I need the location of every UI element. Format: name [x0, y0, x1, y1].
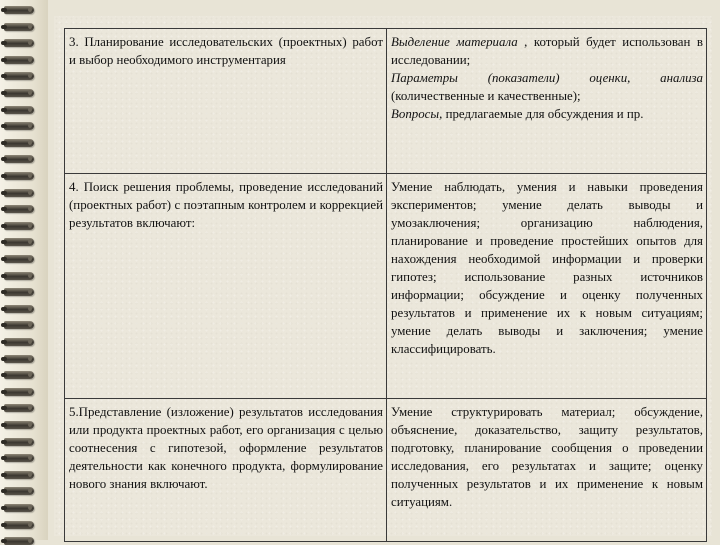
binding-ring: [4, 39, 34, 47]
binding-ring: [4, 56, 34, 64]
emphasis-text: Выделение материала: [391, 35, 518, 49]
binding-ring: [4, 454, 34, 462]
table-row: [65, 399, 707, 542]
binding-ring: [4, 321, 34, 329]
binding-ring: [4, 537, 34, 545]
content-table: [64, 28, 707, 542]
body-text: Умение наблюдать, умения и навыки проведения экспериментов; умение делать выводы и умозаключения; организацию наблюдения, планирование и проведение простейших опытов для нахождения необходимой информации и проверки гипотез; использование разных источников информации; обсуждение и оценку полученных результатов и применение их к новым ситуациям; умение делать выводы и заключения; умение классифицировать.: [391, 180, 703, 356]
body-text: , который будет использован в исследовании;: [391, 35, 703, 67]
binding-ring: [4, 72, 34, 80]
binding-ring: [4, 438, 34, 446]
document-page: [54, 16, 712, 536]
binding-ring: [4, 6, 34, 14]
stage-cell: 3. Планирование исследовательских (проектных) работ и выбор необходимого инструментария: [65, 29, 387, 174]
table-row: [65, 174, 707, 399]
binding-ring: [4, 305, 34, 313]
binding-ring: [4, 471, 34, 479]
table-row: [65, 29, 707, 174]
binding-ring: [4, 155, 34, 163]
binding-ring: [4, 238, 34, 246]
binding-ring: [4, 23, 34, 31]
binding-ring: [4, 89, 34, 97]
binding-ring: [4, 139, 34, 147]
spiral-binding: [0, 0, 48, 540]
binding-ring: [4, 388, 34, 396]
binding-ring: [4, 404, 34, 412]
binding-ring: [4, 222, 34, 230]
emphasis-text: Вопросы,: [391, 107, 443, 121]
binding-ring: [4, 272, 34, 280]
binding-ring: [4, 521, 34, 529]
body-text: (количественные и качественные);: [391, 89, 581, 103]
binding-ring: [4, 172, 34, 180]
binding-ring: [4, 355, 34, 363]
activity-cell: [387, 174, 707, 399]
emphasis-text: Параметры (показатели) оценки, анализа: [391, 71, 703, 85]
stage-cell: 5.Представление (изложение) результатов исследования или продукта проектных работ, его организация с целью соотнесения с гипотезой, оформление результатов деятельности как конечного продукта, формулирование нового знания включают.: [65, 399, 387, 542]
binding-ring: [4, 487, 34, 495]
binding-ring: [4, 371, 34, 379]
activity-cell: [387, 29, 707, 174]
body-text: Умение структурировать материал; обсуждение, объяснение, доказательство, защиту результатов, подготовку, планирование сообщения о проведении исследования, его результатах и защите; оценку полученных результатов и их применение к новым ситуациям.: [391, 405, 703, 509]
binding-ring: [4, 189, 34, 197]
binding-ring: [4, 122, 34, 130]
binding-ring: [4, 288, 34, 296]
binding-ring: [4, 421, 34, 429]
binding-ring: [4, 255, 34, 263]
binding-ring: [4, 504, 34, 512]
binding-ring: [4, 338, 34, 346]
stage-cell: 4. Поиск решения проблемы, проведение исследований (проектных работ) с поэтапным контролем и коррекцией результатов включают:: [65, 174, 387, 399]
binding-ring: [4, 106, 34, 114]
body-text: предлагаемые для обсуждения и пр.: [442, 107, 644, 121]
activity-cell: [387, 399, 707, 542]
binding-ring: [4, 205, 34, 213]
